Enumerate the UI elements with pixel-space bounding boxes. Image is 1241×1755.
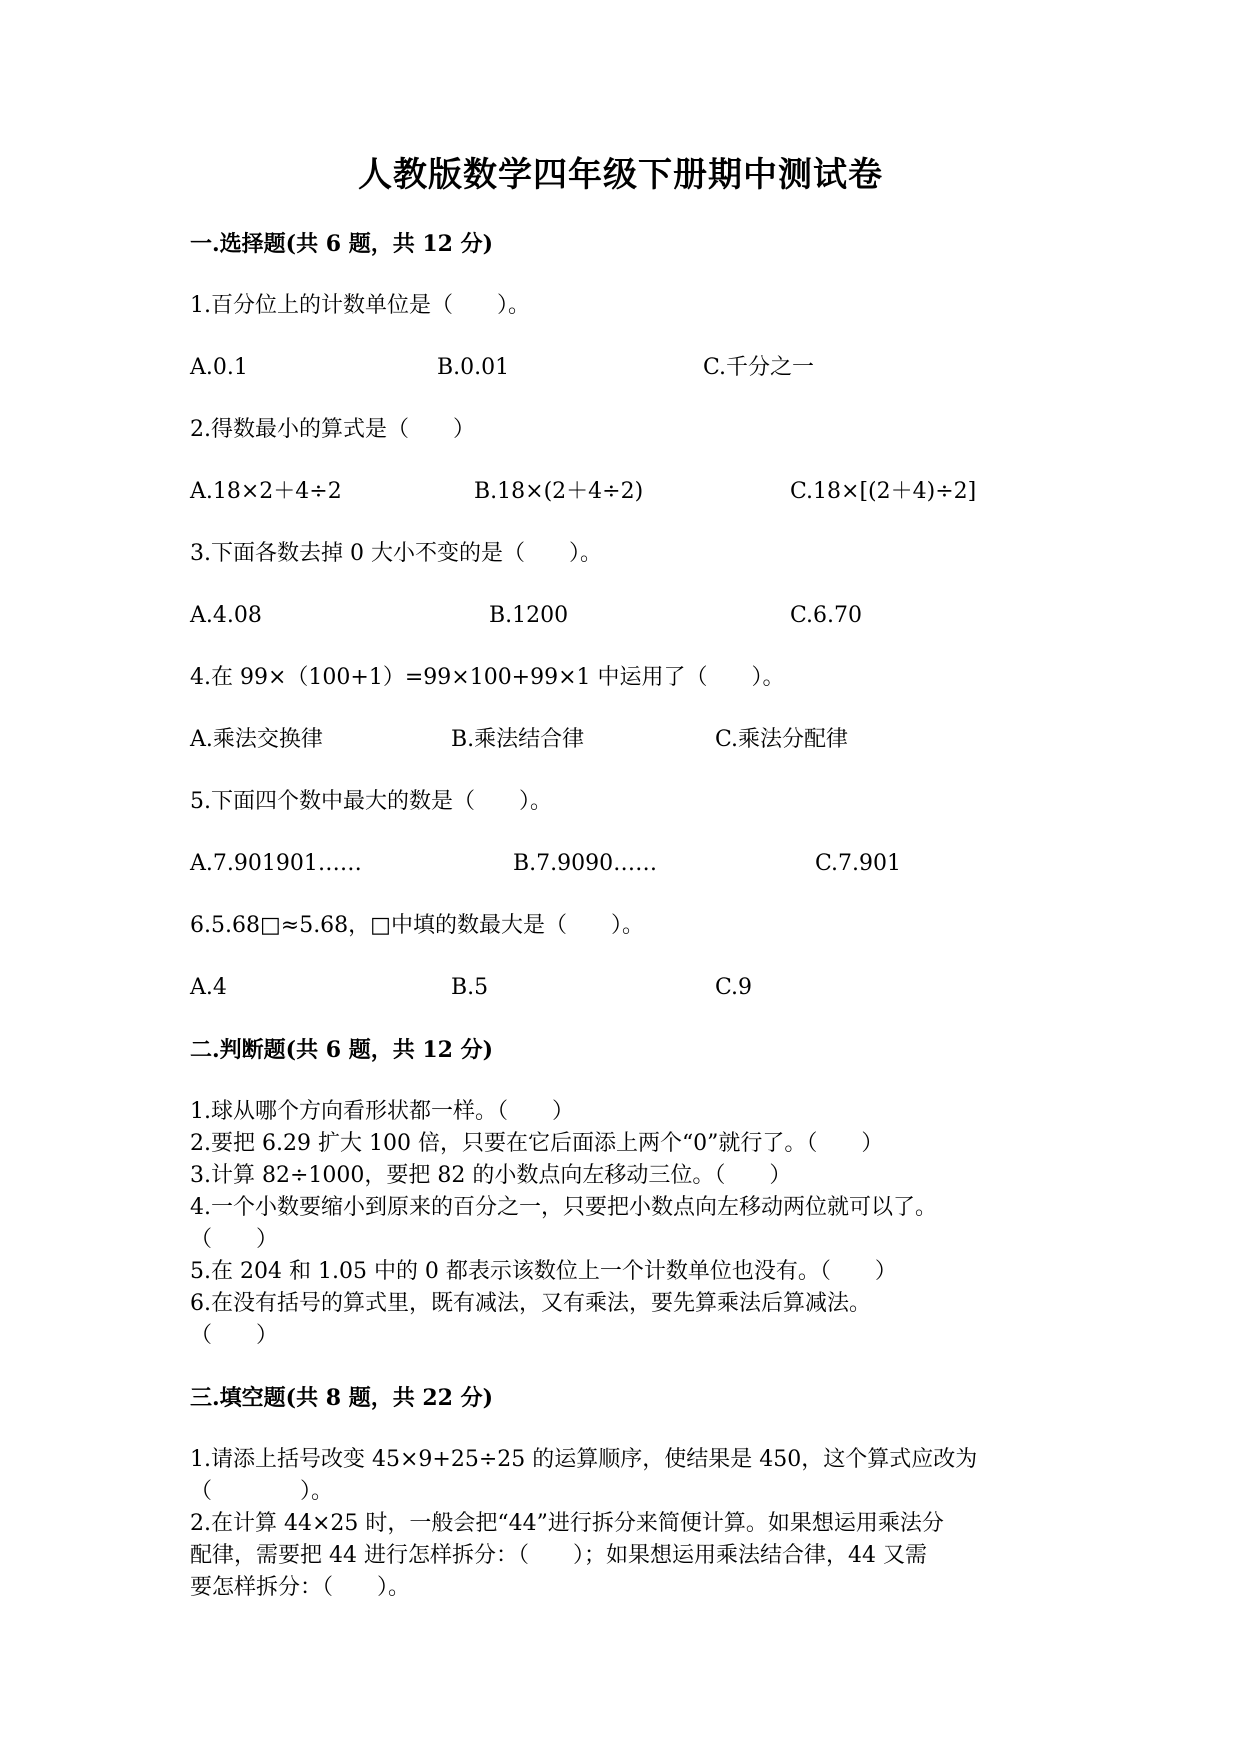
option-c: C.乘法分配律 <box>715 727 849 752</box>
option-b: B.0.01 <box>437 355 510 380</box>
judge-line: 1.球从哪个方向看形状都一样。（ ） <box>190 1099 574 1124</box>
section-heading-choice: 一.选择题(共 6 题，共 12 分) <box>190 231 494 257</box>
judge-line: （ ） <box>190 1227 279 1252</box>
question-3: 3.下面各数去掉 0 大小不变的是（ ）。 <box>190 541 602 566</box>
page-title: 人教版数学四年级下册期中测试卷 <box>358 155 883 195</box>
option-b: B.1200 <box>489 603 569 628</box>
option-b: B.7.9090…… <box>513 851 658 876</box>
judge-line: 2.要把 6.29 扩大 100 倍，只要在它后面添上两个“0”就行了。（ ） <box>190 1131 884 1156</box>
judge-line: 5.在 204 和 1.05 中的 0 都表示该数位上一个计数单位也没有。（ ） <box>190 1259 897 1284</box>
fill-line: 要怎样拆分：（ ）。 <box>190 1575 411 1600</box>
fill-line: 配律，需要把 44 进行怎样拆分：（ ）；如果想运用乘法结合律，44 又需 <box>190 1543 927 1568</box>
option-c: C.18×[(2＋4)÷2] <box>790 479 977 504</box>
judge-line: 3.计算 82÷1000，要把 82 的小数点向左移动三位。（ ） <box>190 1163 792 1188</box>
option-c: C.7.901 <box>815 851 902 876</box>
judge-line: 4.一个小数要缩小到原来的百分之一，只要把小数点向左移动两位就可以了。 <box>190 1195 937 1220</box>
option-b: B.5 <box>451 975 489 1000</box>
question-1: 1.百分位上的计数单位是（ ）。 <box>190 293 530 318</box>
option-a: A.4.08 <box>190 603 262 628</box>
option-b: B.18×(2＋4÷2) <box>474 479 644 504</box>
option-a: A.4 <box>190 975 227 1000</box>
question-6: 6.5.68□≈5.68，□中填的数最大是（ ）。 <box>190 913 644 938</box>
fill-line: （ ）。 <box>190 1479 334 1504</box>
fill-line: 2.在计算 44×25 时，一般会把“44”进行拆分来简便计算。如果想运用乘法分 <box>190 1511 944 1536</box>
judge-line: （ ） <box>190 1323 279 1348</box>
judge-line: 6.在没有括号的算式里，既有减法，又有乘法，要先算乘法后算减法。 <box>190 1291 871 1316</box>
option-c: C.千分之一 <box>703 355 815 380</box>
option-a: A.乘法交换律 <box>190 727 323 752</box>
question-4: 4.在 99×（100+1）=99×100+99×1 中运用了（ ）。 <box>190 665 785 690</box>
option-a: A.0.1 <box>190 355 248 380</box>
question-2: 2.得数最小的算式是（ ） <box>190 417 475 442</box>
section-heading-fill: 三.填空题(共 8 题，共 22 分) <box>190 1385 494 1411</box>
option-c: C.9 <box>715 975 753 1000</box>
fill-line: 1.请添上括号改变 45×9+25÷25 的运算顺序，使结果是 450，这个算式应改为 <box>190 1447 978 1472</box>
option-c: C.6.70 <box>790 603 863 628</box>
option-b: B.乘法结合律 <box>451 727 585 752</box>
option-a: A.7.901901…… <box>190 851 362 876</box>
question-5: 5.下面四个数中最大的数是（ ）。 <box>190 789 552 814</box>
option-a: A.18×2＋4÷2 <box>190 479 342 504</box>
section-heading-judge: 二.判断题(共 6 题，共 12 分) <box>190 1037 494 1063</box>
